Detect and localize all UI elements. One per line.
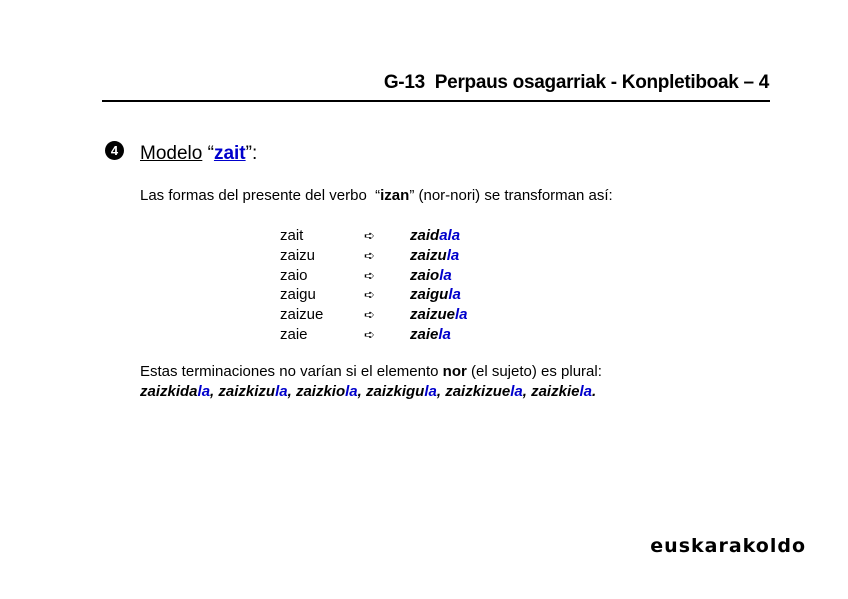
plural-stem: zaizkio xyxy=(295,383,346,400)
form-suffix: la xyxy=(439,266,452,284)
plural-stem: zaizkizu xyxy=(218,383,276,400)
intro-after: ” (nor-nori) se transforman así: xyxy=(409,187,613,204)
form-suffix: la xyxy=(446,246,460,264)
plural-separator: . xyxy=(591,383,597,400)
form-suffix: la xyxy=(455,306,468,324)
heading-prefix: Modelo xyxy=(140,143,203,164)
forms-table xyxy=(280,226,468,345)
plural-stem: zaizkizue xyxy=(445,383,511,400)
form-result xyxy=(410,266,452,286)
form-result xyxy=(410,305,468,325)
section-heading xyxy=(140,143,257,165)
note-before: Estas terminaciones no varían si el elemento xyxy=(140,363,443,380)
plural-separator: , xyxy=(287,383,296,400)
plural-suffix: la xyxy=(510,383,523,400)
plural-separator: , xyxy=(436,383,446,400)
intro-text xyxy=(140,187,613,204)
form-stem: zaid xyxy=(410,227,440,244)
form-row xyxy=(280,325,468,345)
plural-suffix: la xyxy=(424,383,437,400)
plural-suffix: la xyxy=(197,383,211,400)
arrow-icon: ➪ xyxy=(364,307,375,323)
arrow-icon: ➪ xyxy=(364,228,375,243)
form-row xyxy=(280,266,468,286)
note-keyword: nor xyxy=(442,363,467,380)
form-result xyxy=(410,246,459,266)
form-result xyxy=(410,226,460,246)
plural-stem: zaizkigu xyxy=(365,383,425,400)
plural-stem: zaizkie xyxy=(531,383,580,400)
brand-logo: euskarakoldo xyxy=(650,535,806,557)
intro-verb: izan xyxy=(380,187,410,204)
form-base: zaigu xyxy=(280,286,316,304)
form-base: zaie xyxy=(280,325,308,343)
plural-separator: , xyxy=(210,383,219,400)
arrow-icon: ➪ xyxy=(364,247,375,263)
plural-suffix: la xyxy=(345,383,358,400)
heading-close-quote: ”: xyxy=(245,143,258,164)
page-title: G-13 Perpaus osagarriak - Konpletiboak – 4 xyxy=(383,72,769,93)
form-base: zait xyxy=(280,227,304,244)
form-row xyxy=(280,246,468,266)
plural-separator: , xyxy=(357,383,366,400)
plural-separator: , xyxy=(522,383,532,400)
note-text xyxy=(140,363,602,380)
form-suffix: la xyxy=(448,286,461,304)
arrow-icon: ➪ xyxy=(364,287,375,303)
arrow-icon: ➪ xyxy=(364,267,375,283)
section-number-badge: 4 xyxy=(105,141,124,160)
form-row xyxy=(280,226,468,246)
plural-suffix: la xyxy=(275,383,288,400)
form-base: zaio xyxy=(280,266,308,284)
form-stem: zaio xyxy=(410,266,440,284)
heading-open-quote: “ xyxy=(202,143,214,164)
model-word: zait xyxy=(213,143,246,164)
intro-before: Las formas del presente del verbo “ xyxy=(140,187,381,204)
arrow-icon: ➪ xyxy=(364,326,375,342)
form-stem: zaizu xyxy=(410,246,447,264)
form-stem: zaizue xyxy=(410,306,456,324)
title-divider xyxy=(102,100,770,102)
plural-suffix: la xyxy=(579,383,592,400)
form-stem: zaigu xyxy=(410,286,449,304)
form-row xyxy=(280,305,468,325)
form-base: zaizue xyxy=(280,306,324,324)
plural-forms-list xyxy=(140,383,596,400)
form-suffix: la xyxy=(438,325,451,343)
plural-stem: zaizkida xyxy=(140,383,198,400)
form-base: zaizu xyxy=(280,246,316,264)
form-row xyxy=(280,285,468,305)
note-after: (el sujeto) es plural: xyxy=(466,363,602,380)
form-result xyxy=(410,285,461,305)
form-result xyxy=(410,325,451,345)
form-suffix: ala xyxy=(439,227,461,244)
form-stem: zaie xyxy=(410,325,439,343)
